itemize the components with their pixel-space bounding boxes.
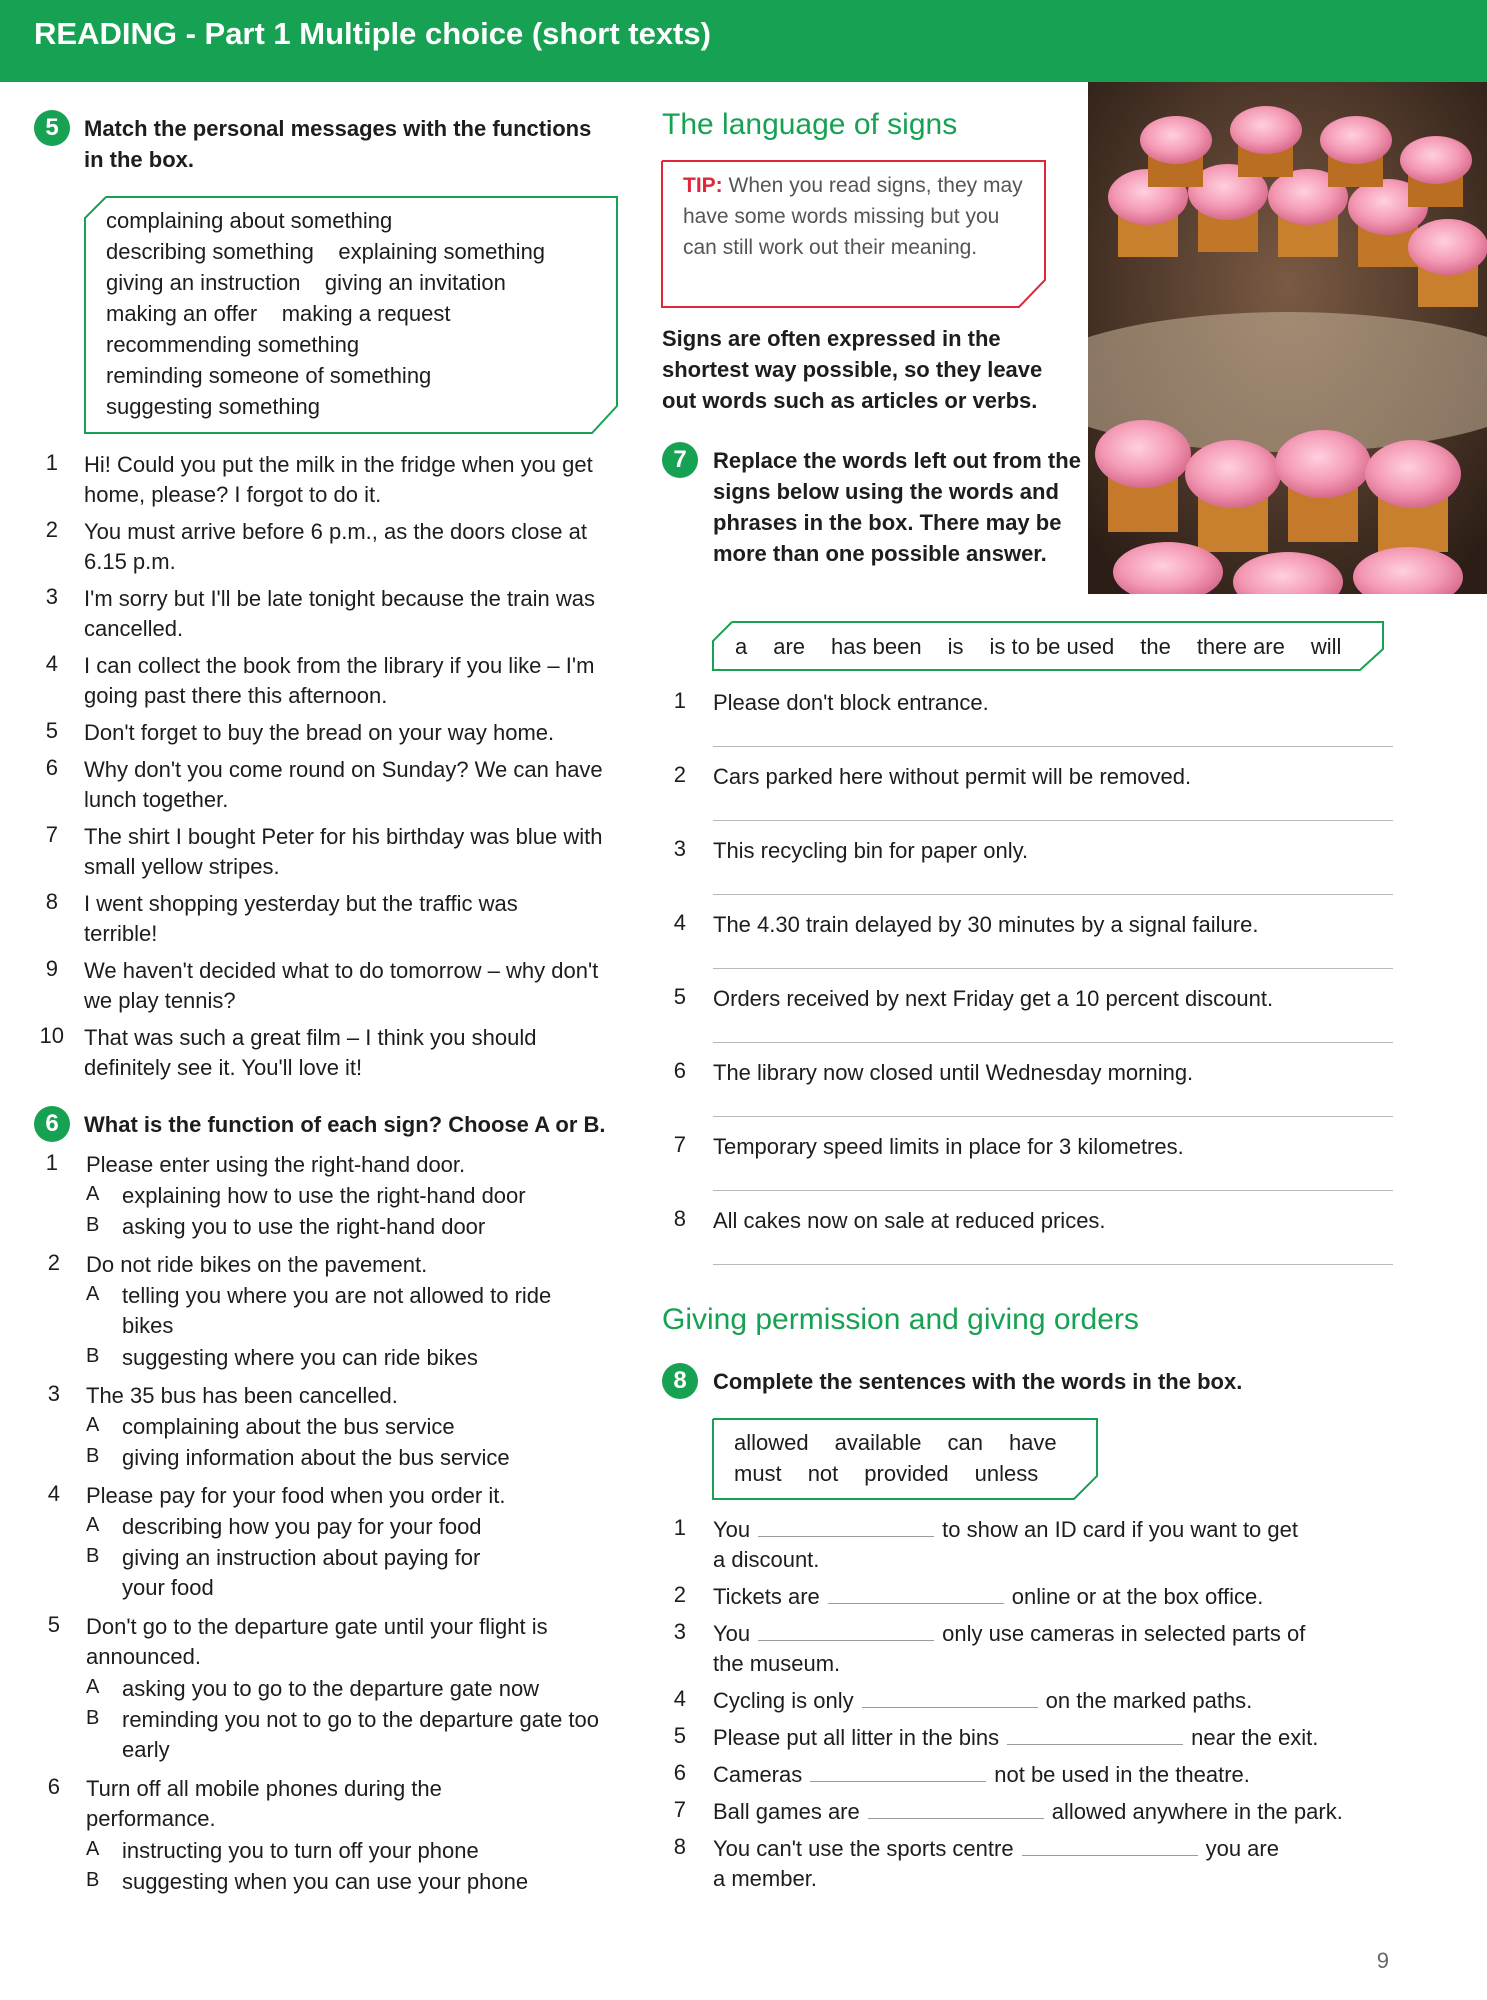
- word-option: unless: [974, 1461, 1039, 1486]
- sentence-after: only use cameras in selected parts of: [942, 1621, 1306, 1646]
- option-a-text: explaining how to use the right-hand door: [122, 1183, 526, 1208]
- option-b-letter: B: [86, 1707, 100, 1729]
- fill-blank[interactable]: [1007, 1726, 1183, 1745]
- sentence-after: you are: [1205, 1836, 1279, 1861]
- sentence-line: [713, 1797, 1413, 1827]
- answer-line[interactable]: [713, 1264, 1393, 1265]
- message-text: Why don't you come round on Sunday? We can have lunch together.: [84, 757, 603, 812]
- sign-item-number: 3: [673, 836, 686, 861]
- sign-item-text: This recycling bin for paper only.: [713, 838, 1029, 863]
- word-option: the: [1140, 634, 1171, 659]
- message-number: 3: [45, 584, 58, 609]
- word-row: [734, 1458, 1083, 1489]
- word-option: will: [1310, 634, 1342, 659]
- sentence-line: [713, 1723, 1413, 1753]
- message-number: 10: [39, 1023, 64, 1048]
- sentence-line: [713, 1619, 1413, 1649]
- message-text: I'm sorry but I'll be late tonight because the train was cancelled.: [84, 586, 595, 641]
- word-option: can: [947, 1430, 983, 1455]
- option-a-text: asking you to go to the departure gate now: [122, 1676, 540, 1701]
- fill-blank[interactable]: [828, 1585, 1004, 1604]
- option-a-letter: A: [86, 1283, 100, 1305]
- sentence-number: 2: [673, 1582, 686, 1607]
- sentence-before: Ball games are: [713, 1799, 860, 1824]
- sentence-before: You can't use the sports centre: [713, 1836, 1014, 1861]
- word-option: there are: [1196, 634, 1285, 659]
- word-option: has been: [831, 634, 922, 659]
- sign-number: 1: [45, 1150, 58, 1175]
- option-a-letter: A: [86, 1838, 100, 1860]
- option-a-letter: A: [86, 1414, 100, 1436]
- option-b-text: giving information about the bus service: [122, 1445, 510, 1470]
- permission-heading: Giving permission and giving orders: [662, 1303, 1139, 1336]
- sentence-number: 8: [673, 1834, 686, 1859]
- option-b-letter: B: [86, 1345, 100, 1367]
- sentence-number: 3: [673, 1619, 686, 1644]
- sentence-number: 1: [673, 1515, 686, 1540]
- message-number: 2: [45, 517, 58, 542]
- sign-text: Please pay for your food when you order it.: [86, 1483, 506, 1508]
- functions-list: [106, 205, 606, 422]
- page-number: 9: [1376, 1948, 1389, 1973]
- exercise-5-badge: 5: [34, 110, 70, 146]
- sign-number: 3: [47, 1381, 60, 1406]
- sentence-after: on the marked paths.: [1045, 1688, 1253, 1713]
- message-text: Hi! Could you put the milk in the fridge when you get home, please? I forgot to do it.: [84, 452, 593, 507]
- answer-line[interactable]: [713, 820, 1393, 821]
- word-option: provided: [864, 1461, 949, 1486]
- option-b-text: giving an instruction about paying for your food: [122, 1545, 481, 1600]
- option-b-text: suggesting when you can use your phone: [122, 1869, 529, 1894]
- sign-item-text: All cakes now on sale at reduced prices.: [713, 1208, 1106, 1233]
- sentence-line: [713, 1515, 1413, 1545]
- message-text: I can collect the book from the library if you like – I'm going past there this afternoon.: [84, 653, 595, 708]
- option-a-letter: A: [86, 1514, 100, 1536]
- message-text: Don't forget to buy the bread on your way home.: [84, 720, 555, 745]
- answer-line[interactable]: [713, 968, 1393, 969]
- cupcakes-photo: [1088, 82, 1487, 594]
- sign-text: Do not ride bikes on the pavement.: [86, 1252, 428, 1277]
- sentence-after: allowed anywhere in the park.: [1051, 1799, 1343, 1824]
- message-number: 9: [45, 956, 58, 981]
- sign-item-text: Cars parked here without permit will be removed.: [713, 764, 1192, 789]
- sentence-before: You: [713, 1517, 751, 1542]
- sign-number: 2: [47, 1250, 60, 1275]
- fill-blank[interactable]: [758, 1622, 934, 1641]
- word-option: have: [1008, 1430, 1057, 1455]
- sign-number: 5: [47, 1612, 60, 1637]
- ex8-word-box: [734, 1427, 1083, 1489]
- part-label: Part 1 Multiple choice (short texts): [204, 16, 711, 51]
- exercise-6-badge: 6: [34, 1106, 70, 1142]
- sentence-line: [713, 1686, 1413, 1716]
- word-option: allowed: [734, 1430, 809, 1455]
- sign-item-number: 7: [673, 1132, 686, 1157]
- message-number: 6: [45, 755, 58, 780]
- exercise-5-instruction: Match the personal messages with the functions in the box.: [84, 116, 592, 172]
- sentence-before: Cycling is only: [713, 1688, 854, 1713]
- sentence-number: 5: [673, 1723, 686, 1748]
- sentence-number: 4: [673, 1686, 686, 1711]
- sign-item-text: The library now closed until Wednesday morning.: [713, 1060, 1194, 1085]
- sign-text: Please enter using the right-hand door.: [86, 1152, 466, 1177]
- sign-item-text: The 4.30 train delayed by 30 minutes by a signal failure.: [713, 912, 1259, 937]
- sign-text: Don't go to the departure gate until your flight is announced.: [86, 1614, 548, 1669]
- sign-number: 4: [47, 1481, 60, 1506]
- signs-heading: The language of signs: [662, 108, 958, 141]
- function-item: complaining about something: [106, 208, 393, 233]
- option-b-letter: B: [86, 1869, 100, 1891]
- tip-box: [683, 170, 1028, 263]
- answer-line[interactable]: [713, 1190, 1393, 1191]
- word-option: is to be used: [989, 634, 1115, 659]
- word-option: is: [947, 634, 964, 659]
- exercise-6-instruction: What is the function of each sign? Choose A or B.: [84, 1112, 606, 1137]
- sign-item-text: Orders received by next Friday get a 10 percent discount.: [713, 986, 1274, 1011]
- message-text: The shirt I bought Peter for his birthday was blue with small yellow stripes.: [84, 824, 603, 879]
- sign-item-number: 4: [673, 910, 686, 935]
- fill-blank[interactable]: [810, 1763, 986, 1782]
- sentence-before: Cameras: [713, 1762, 803, 1787]
- sign-item-text: Please don't block entrance.: [713, 690, 989, 715]
- option-a-letter: A: [86, 1676, 100, 1698]
- tip-text: When you read signs, they may have some words missing but you can still work out their meaning.: [683, 174, 1023, 259]
- sentence-continuation: the museum.: [713, 1651, 841, 1676]
- function-item: describing something explaining something: [106, 239, 546, 264]
- cupcakes-image: [1088, 82, 1487, 594]
- answer-line[interactable]: [713, 1042, 1393, 1043]
- ex7-word-box: [735, 631, 1367, 662]
- sign-item-number: 6: [673, 1058, 686, 1083]
- word-option: must: [734, 1461, 782, 1486]
- sentence-line: [713, 1582, 1413, 1612]
- sentence-after: to show an ID card if you want to get: [942, 1517, 1298, 1542]
- word-option: not: [807, 1461, 839, 1486]
- sign-text: The 35 bus has been cancelled.: [86, 1383, 398, 1408]
- sentence-line: [713, 1760, 1413, 1790]
- sign-item-number: 2: [673, 762, 686, 787]
- sentence-after: near the exit.: [1191, 1725, 1319, 1750]
- sign-number: 6: [47, 1774, 60, 1799]
- sign-item-text: Temporary speed limits in place for 3 kilometres.: [713, 1134, 1184, 1159]
- message-number: 5: [45, 718, 58, 743]
- sentence-continuation: a member.: [713, 1866, 817, 1891]
- message-text: That was such a great film – I think you should definitely see it. You'll love it!: [84, 1025, 537, 1080]
- sign-item-number: 8: [673, 1206, 686, 1231]
- fill-blank[interactable]: [868, 1800, 1044, 1819]
- message-text: You must arrive before 6 p.m., as the doors close at 6.15 p.m.: [84, 519, 588, 574]
- sign-item-number: 5: [673, 984, 686, 1009]
- word-row: [734, 1427, 1083, 1458]
- sentence-before: Please put all litter in the bins: [713, 1725, 1000, 1750]
- option-b-letter: B: [86, 1214, 100, 1236]
- sentence-number: 7: [673, 1797, 686, 1822]
- sentence-line: [713, 1834, 1413, 1864]
- option-a-text: describing how you pay for your food: [122, 1514, 482, 1539]
- option-a-text: instructing you to turn off your phone: [122, 1838, 479, 1863]
- answer-line[interactable]: [713, 894, 1393, 895]
- message-number: 8: [45, 889, 58, 914]
- exercise-8-badge: 8: [662, 1363, 698, 1399]
- answer-line[interactable]: [713, 1116, 1393, 1117]
- option-b-text: suggesting where you can ride bikes: [122, 1345, 478, 1370]
- message-number: 7: [45, 822, 58, 847]
- function-item: making an offer making a request: [106, 301, 451, 326]
- sentence-after: online or at the box office.: [1011, 1584, 1264, 1609]
- sentence-before: You: [713, 1621, 751, 1646]
- signs-paragraph: Signs are often expressed in the shortest way possible, so they leave out words such as articles or verbs.: [662, 326, 1043, 413]
- sentence-continuation: a discount.: [713, 1547, 820, 1572]
- message-number: 4: [45, 651, 58, 676]
- function-item: giving an instruction giving an invitation: [106, 270, 506, 295]
- section-header-bar: [0, 0, 1487, 82]
- sentence-after: not be used in the theatre.: [994, 1762, 1250, 1787]
- option-b-text: reminding you not to go to the departure gate too early: [122, 1707, 599, 1762]
- option-a-letter: A: [86, 1183, 100, 1205]
- option-b-letter: B: [86, 1445, 100, 1467]
- sentence-number: 6: [673, 1760, 686, 1785]
- word-option: available: [834, 1430, 922, 1455]
- exercise-8-instruction: Complete the sentences with the words in the box.: [713, 1369, 1243, 1394]
- option-b-text: asking you to use the right-hand door: [122, 1214, 486, 1239]
- section-title: [34, 16, 711, 52]
- sign-text: Turn off all mobile phones during the performance.: [86, 1776, 442, 1831]
- tip-label: TIP:: [683, 174, 723, 197]
- function-item: reminding someone of something: [106, 363, 432, 388]
- fill-blank[interactable]: [758, 1518, 934, 1537]
- option-a-text: complaining about the bus service: [122, 1414, 455, 1439]
- function-item: recommending something: [106, 332, 360, 357]
- sign-item-number: 1: [673, 688, 686, 713]
- exercise-7-badge: 7: [662, 442, 698, 478]
- fill-blank[interactable]: [1022, 1837, 1198, 1856]
- message-text: I went shopping yesterday but the traffic was terrible!: [84, 891, 518, 946]
- answer-line[interactable]: [713, 746, 1393, 747]
- section-label: READING: [34, 16, 177, 51]
- option-b-letter: B: [86, 1545, 100, 1567]
- message-text: We haven't decided what to do tomorrow – why don't we play tennis?: [84, 958, 599, 1013]
- exercise-7-instruction: Replace the words left out from the signs below using the words and phrases in the box. There may be more than one possible answer.: [713, 448, 1081, 566]
- function-item: suggesting something: [106, 394, 321, 419]
- sentence-before: Tickets are: [713, 1584, 820, 1609]
- word-option: are: [773, 634, 806, 659]
- option-a-text: telling you where you are not allowed to ride bikes: [122, 1283, 552, 1338]
- message-number: 1: [45, 450, 58, 475]
- fill-blank[interactable]: [862, 1689, 1038, 1708]
- word-option: a: [735, 634, 748, 659]
- section-separator: -: [176, 16, 205, 51]
